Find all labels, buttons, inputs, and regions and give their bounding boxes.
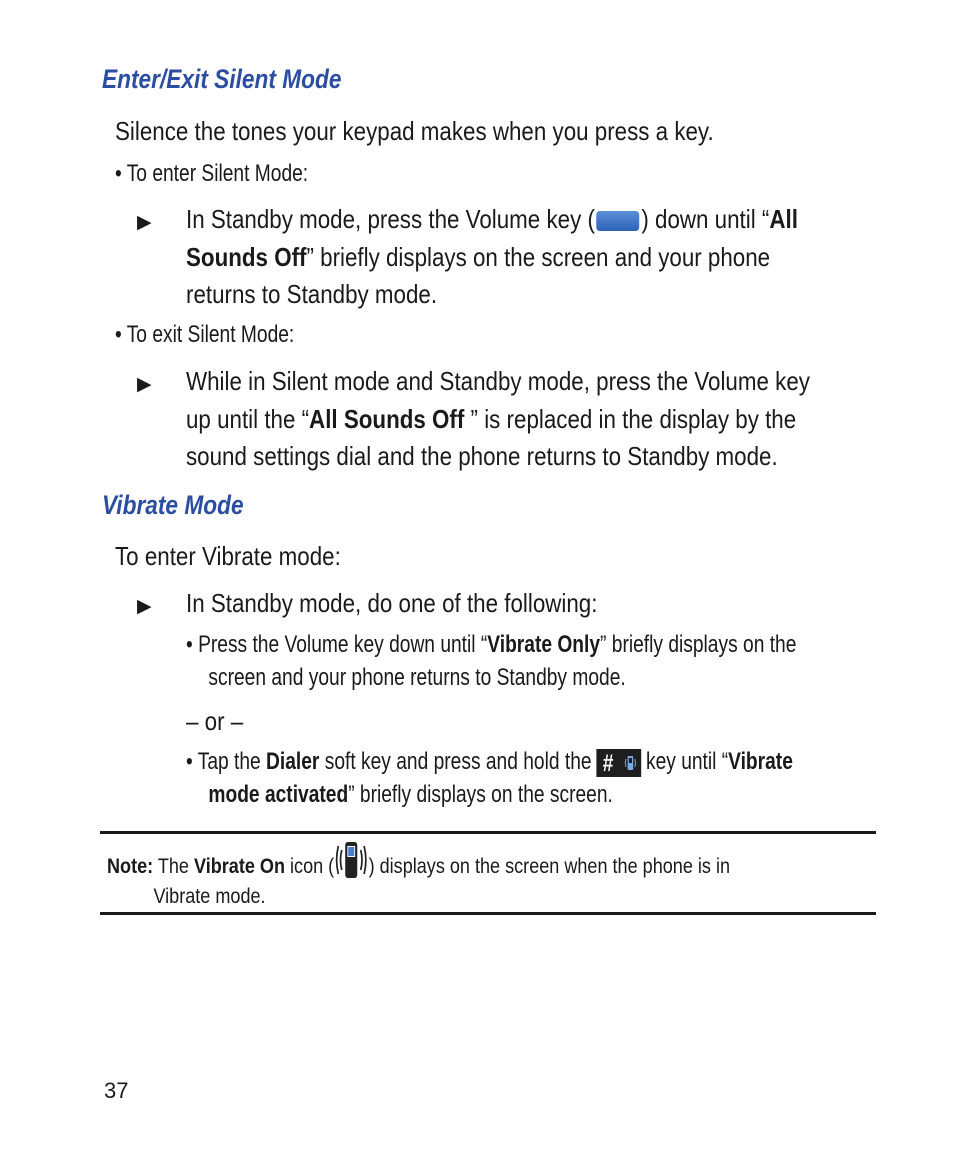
option-text: Tap the [197,748,267,775]
volume-key-icon [597,211,640,231]
bold-text: Vibrate On [194,855,286,879]
option-text: ” briefly displays on the [600,631,797,658]
bold-text: All Sounds Off [309,403,465,434]
note-box [107,846,831,910]
step-text: ” is replaced in the display by the [464,403,797,434]
option-text: Press the Volume key down until “ [198,631,488,658]
bold-text: Vibrate Only [487,631,601,658]
or-separator: – or – [186,706,244,736]
note-top-rule [100,831,876,834]
option-text: soft key and press and hold the [319,748,592,775]
exit-silent-bullet: • To exit Silent Mode: [115,321,295,348]
page-number: 37 [104,1078,129,1103]
step-text: sound settings dial and the phone returns to Standby mode. [186,441,778,471]
note-bottom-rule [100,912,876,915]
arrow-bullet-icon: ▶ [137,596,152,617]
arrow-bullet-icon: ▶ [137,212,152,233]
heading-vibrate-mode: Vibrate Mode [102,490,244,520]
hash-vibrate-key-icon: # [596,749,641,777]
option-text: ” briefly displays on the screen. [348,781,613,808]
bold-text: Vibrate [728,748,793,775]
bold-text: Sounds Off [186,241,307,272]
step-text: While in Silent mode and Standby mode, press the Volume key [186,366,810,396]
step-text: ” briefly displays on the screen and your phone [306,241,771,272]
bold-text: All [769,204,798,234]
vibrate-on-icon [334,838,368,889]
step-text: ) down until “ [641,204,770,234]
option-text: key until “ [645,748,729,775]
note-text: Vibrate mode. [153,885,266,908]
step-text: In Standby mode, press the Volume key ( [186,204,595,234]
silent-enter-step [186,201,886,314]
bold-text: mode activated [208,781,349,808]
step-text: up until the “ [186,403,310,434]
heading-silent-mode: Enter/Exit Silent Mode [102,64,342,94]
arrow-bullet-icon: ▶ [137,374,152,395]
bold-text: Dialer [266,748,320,775]
vibrate-step [186,585,886,623]
note-text: ) displays on the screen when the phone is in [368,855,731,879]
vibrate-option-1: • Press the Volume key down until “Vibrate Only” briefly displays on the screen and your phone returns to Standby mode. [186,628,949,694]
silent-exit-step [186,363,886,476]
note-text: The [157,855,195,879]
note-label: Note: [107,855,154,879]
note-text: icon ( [285,855,335,879]
step-text: In Standby mode, do one of the following: [186,588,598,618]
step-text: returns to Standby mode. [186,279,438,309]
silent-intro: Silence the tones your keypad makes when you press a key. [115,116,714,146]
enter-silent-bullet: • To enter Silent Mode: [115,160,309,187]
option-text: screen and your phone returns to Standby mode. [208,664,626,691]
vibrate-option-2: • Tap the Dialer soft key and press and hold the # key until “Vibrate mode activated” briefly displays on the screen. [186,748,793,808]
vibrate-intro: To enter Vibrate mode: [115,541,341,571]
